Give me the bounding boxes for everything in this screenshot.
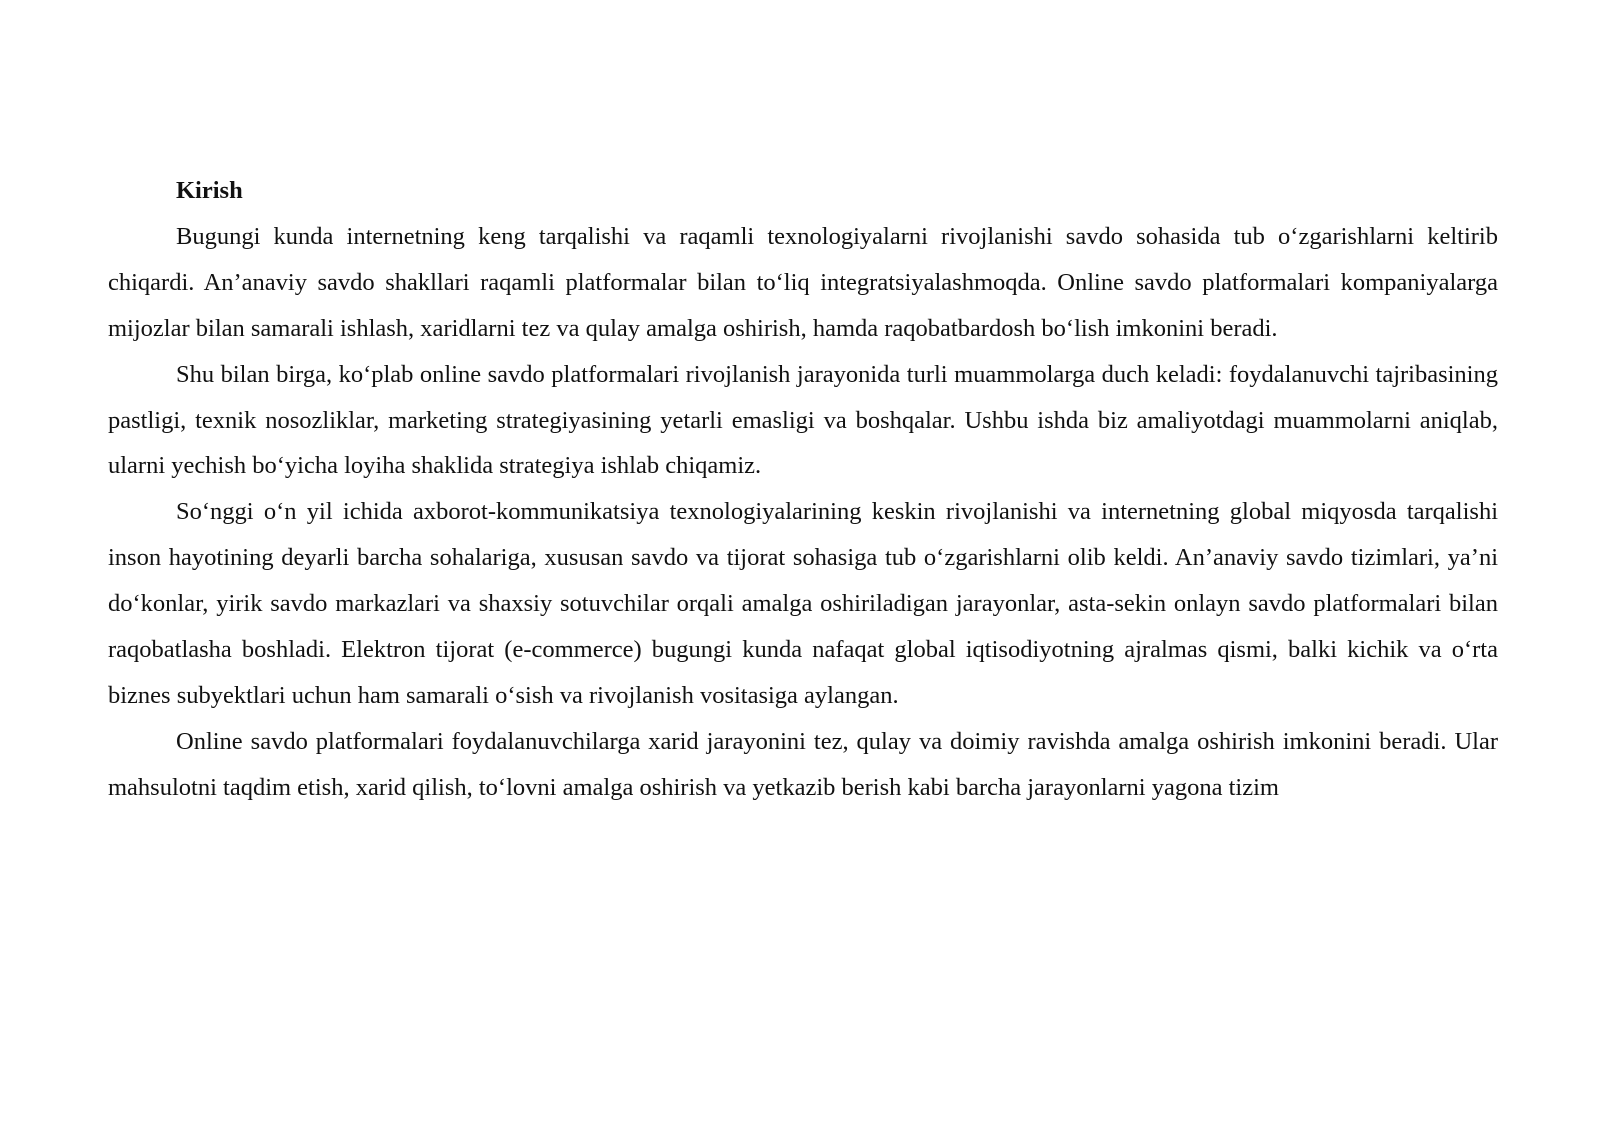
paragraph-1: Bugungi kunda internetning keng tarqalishi va raqamli texnologiyalarni rivojlanishi savdo sohasida tub o‘zgarishlarni keltirib chiqardi. An’anaviy savdo shakllari raqamli platformalar bilan to‘liq integratsiyalashmoqda. Online savdo platformalari kompaniyalarga mijozlar bilan samarali ishlash, xaridlarni tez va qulay amalga oshirish, hamda raqobatbardosh bo‘lish imkonini beradi.: [108, 222, 1498, 342]
paragraph-4: Online savdo platformalari foydalanuvchilarga xarid jarayonini tez, qulay va doimiy ravishda amalga oshirish imkonini beradi. Ular mahsulotni taqdim etish, xarid qilish, to‘lovni amalga oshirish va yetkazib berish kabi barcha jarayonlarni yagona tizim: [108, 727, 1498, 801]
paragraph-3: So‘nggi o‘n yil ichida axborot-kommunikatsiya texnologiyalarining keskin rivojlanishi va internetning global miqyosda tarqalishi inson hayotining deyarli barcha sohalariga, xususan savdo va tijorat sohasiga tub o‘zgarishlarni olib keldi. An’anaviy savdo tizimlari, ya’ni do‘konlar, yirik savdo markazlari va shaxsiy sotuvchilar orqali amalga oshiriladigan jarayonlar, asta-sekin onlayn savdo platformalari bilan raqobatlasha boshladi. Elektron tijorat (e-commerce) bugungi kunda nafaqat global iqtisodiyotning ajralmas qismi, balki kichik va o‘rta biznes subyektlari uchun ham samarali o‘sish va rivojlanish vositasiga aylangan.: [108, 498, 1498, 709]
document-body: [108, 168, 1498, 811]
paragraph-2: Shu bilan birga, ko‘plab online savdo platformalari rivojlanish jarayonida turli muammolarga duch keladi: foydalanuvchi tajribasining pastligi, texnik nosozliklar, marketing strategiyasining yetarli emasligi va boshqalar. Ushbu ishda biz amaliyotdagi muammolarni aniqlab, ularni yechish bo‘yicha loyiha shaklida strategiya ishlab chiqamiz.: [108, 360, 1498, 480]
section-heading: Kirish: [176, 177, 243, 204]
